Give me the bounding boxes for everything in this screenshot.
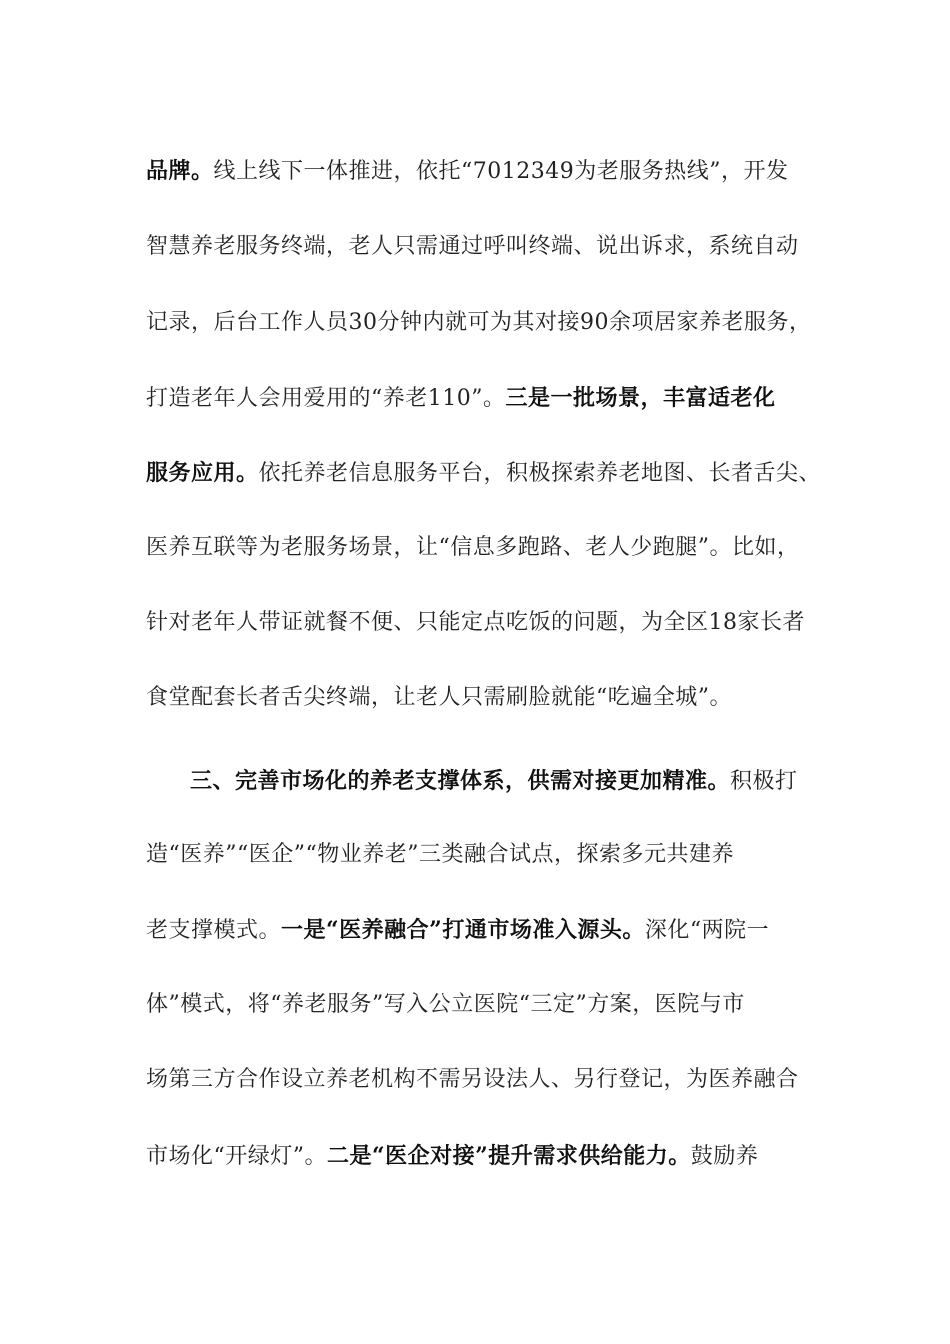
text-run: 医养互联等为老服务场景，让“信息多跑路、老人少跑腿”。比如，	[146, 535, 800, 560]
text-run: 市场化“开绿灯”。	[146, 1144, 327, 1169]
text-line-14	[146, 1136, 816, 1176]
text-line-2	[146, 227, 816, 267]
text-line-10	[146, 835, 816, 875]
bold-run: 二是“医企对接”提升需求供给能力。	[327, 1143, 691, 1169]
text-line-13	[146, 1060, 816, 1100]
text-run: 记录，后台工作人员30分钟内就可为其对接90余项居家养老服务，	[146, 310, 812, 335]
text-run: 造“医养”“医企”“物业养老”三类融合试点，探索多元共建养	[146, 842, 734, 867]
bold-run: 三、完善市场化的养老支撑体系，供需对接更加精准。	[190, 768, 731, 794]
text-run: 依托养老信息服务平台，积极探索养老地图、长者舌尖、	[258, 461, 822, 486]
text-run: 深化“两院一	[644, 918, 770, 943]
text-line-4	[146, 378, 816, 418]
bold-run: 一是“医养融合”打通市场准入源头。	[281, 917, 645, 943]
text-run: 场第三方合作设立养老机构不需另设法人、另行登记，为医养融合	[146, 1067, 799, 1092]
bold-run: 三是一批场景，丰富适老化	[505, 385, 776, 411]
text-line-3	[146, 303, 816, 343]
text-line-12	[146, 985, 816, 1025]
text-line-7	[146, 603, 816, 643]
text-line-11	[146, 910, 816, 950]
text-run: 线上线下一体推进，依托“7012349为老服务热线”，开发	[213, 159, 789, 184]
text-run: 鼓励养	[690, 1144, 759, 1169]
text-run: 老支撑模式。	[146, 918, 282, 943]
text-run: 针对老年人带证就餐不便、只能定点吃饭的问题，为全区18家长者	[146, 610, 805, 635]
text-line-5	[146, 453, 822, 493]
text-line-8	[146, 678, 816, 718]
text-run: 智慧养老服务终端，老人只需通过呼叫终端、说出诉求，系统自动	[146, 234, 799, 259]
text-run: 体”模式，将“养老服务”写入公立医院“三定”方案，医院与市	[146, 992, 745, 1017]
bold-run: 品牌。	[146, 158, 214, 184]
text-line-1	[146, 151, 816, 191]
text-run: 打造老年人会用爱用的“养老110”。	[146, 386, 506, 411]
text-run: 食堂配套长者舌尖终端，让老人只需刷脸就能“吃遍全城”。	[146, 685, 732, 710]
text-line-6	[146, 528, 816, 568]
bold-run: 服务应用。	[146, 460, 259, 486]
section-heading-line	[190, 761, 860, 801]
text-run: 积极打	[730, 769, 798, 794]
